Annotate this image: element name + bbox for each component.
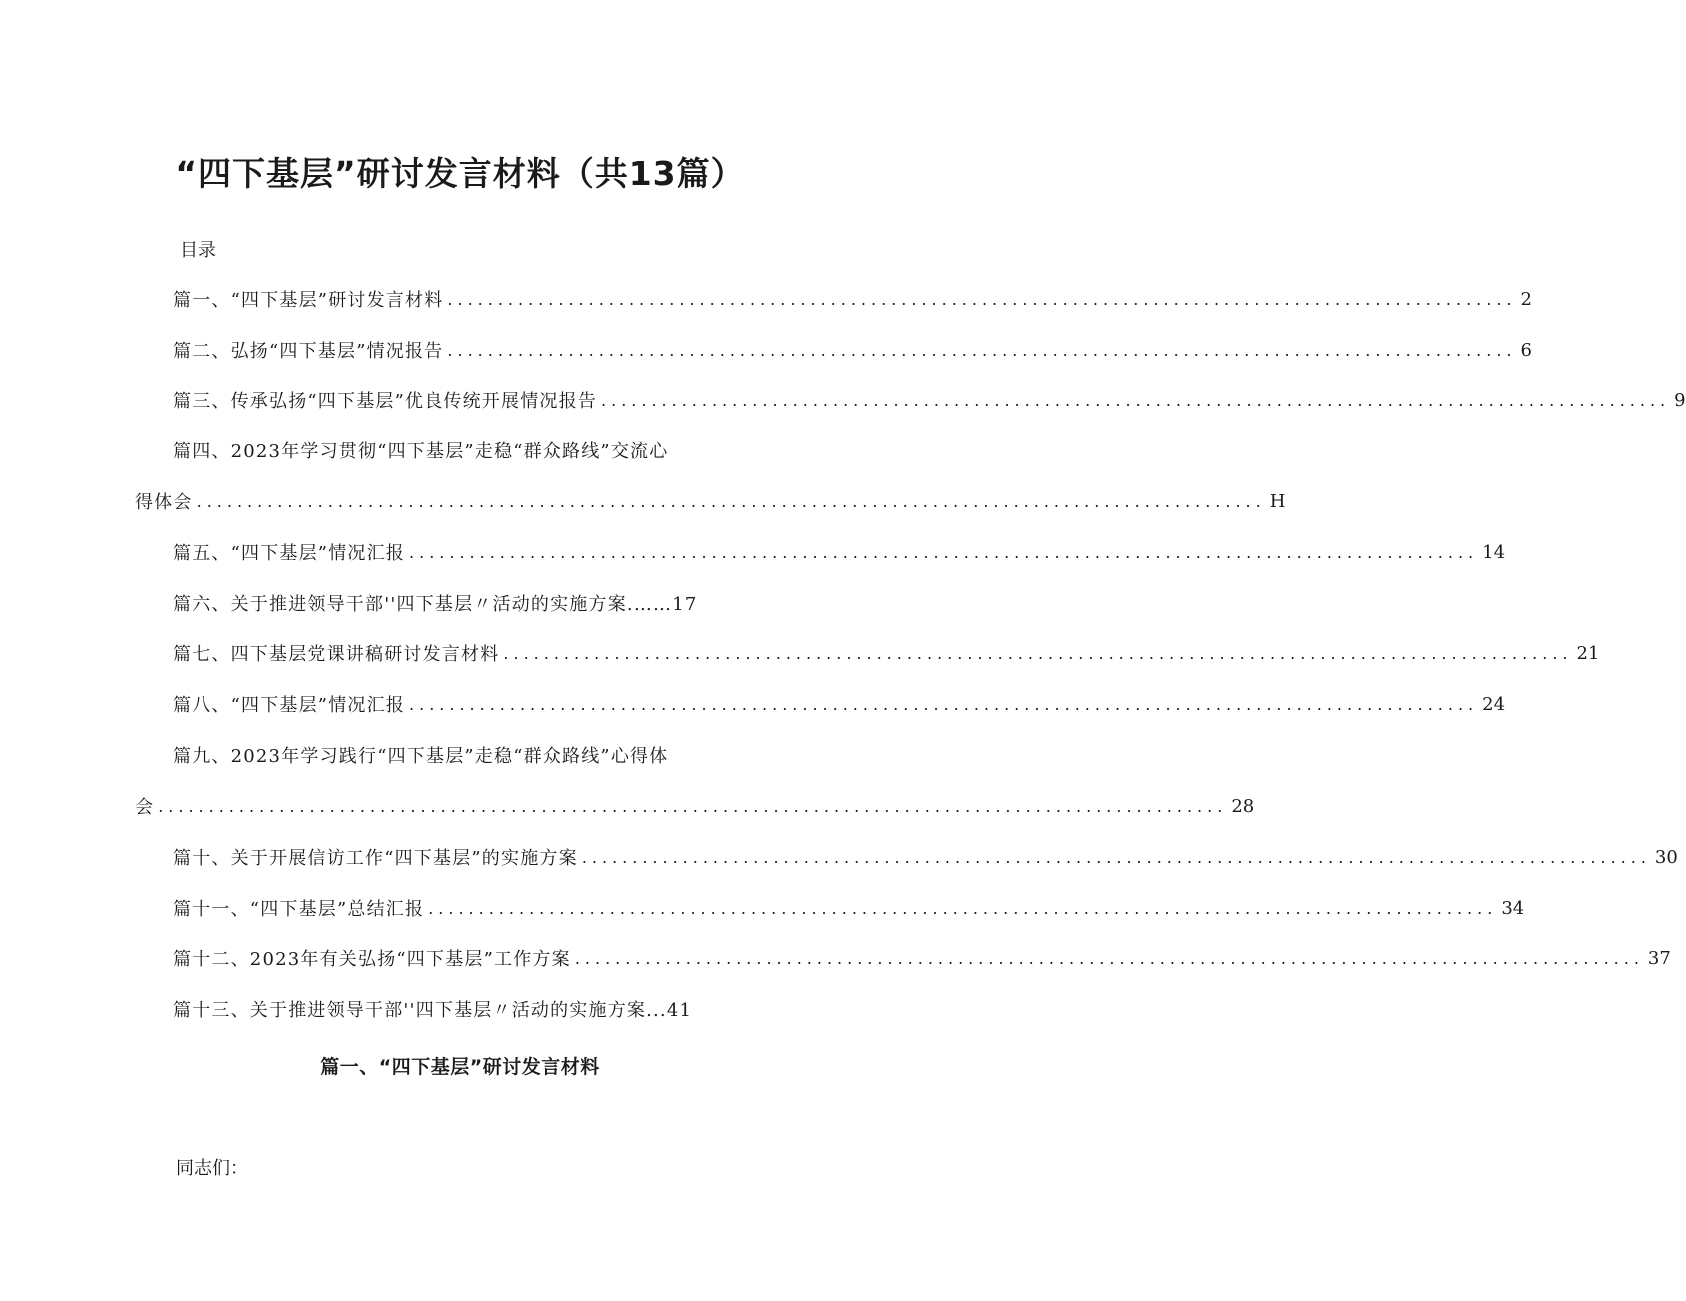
toc-entry-continuation[interactable] [135,793,1255,819]
toc-entry-page: 2 [1520,288,1532,310]
toc-entry[interactable] [173,945,1671,971]
toc-entry-title: 篇四、2023年学习贯彻“四下基层”走稳“群众路线”交流心 [173,441,669,462]
toc-entry-title: 篇十一、“四下基层”总结汇报 [173,899,425,920]
toc-entry-title: 篇七、四下基层党课讲稿研讨发言材料 [173,644,500,665]
toc-entry-page: 37 [1647,947,1671,969]
toc-entry-page: 30 [1654,846,1678,868]
toc-leader-dots: .......................................................................................................... [409,694,1479,714]
toc-leader-dots: .......................................................................................................... [428,898,1498,918]
toc-entry[interactable] [173,387,1686,413]
toc-entry-continuation[interactable] [135,488,1286,514]
toc-label: 目录 [180,240,216,261]
toc-entry[interactable] [173,286,1532,312]
toc-entry[interactable] [173,539,1506,565]
toc-leader-dots: .......................................................................................................... [503,643,1573,663]
toc-entry-page: 14 [1482,541,1506,563]
toc-entry-title: 篇八、“四下基层”情况汇报 [173,695,406,716]
toc-leader-dots: .......................................................................................................... [447,289,1517,309]
toc-entry-page: 24 [1482,693,1506,715]
toc-entry-title: 篇十二、2023年有关弘扬“四下基层”工作方案 [173,949,571,970]
toc-entry[interactable] [173,590,698,616]
toc-entry[interactable] [173,640,1600,666]
toc-entry[interactable] [173,691,1506,717]
toc-entry-page: 34 [1501,897,1525,919]
document-title: “四下基层”研讨发言材料（共13篇） [175,154,745,193]
toc-entry[interactable] [173,742,668,768]
toc-entry-title: 篇十、关于开展信访工作“四下基层”的实施方案 [173,848,578,869]
toc-entry-title: 篇三、传承弘扬“四下基层”优良传统开展情况报告 [173,391,598,412]
toc-entry-page: 9 [1674,389,1686,411]
section-heading: 篇一、“四下基层”研讨发言材料 [320,1056,600,1078]
toc-entry-title-cont: 得体会 [135,492,193,513]
toc-entry-page: H [1269,490,1286,512]
toc-leader-dots: .......................................................................................................... [158,796,1228,816]
toc-leader-dots: .......................................................................................................... [581,847,1651,867]
toc-entry-title: 篇十三、关于推进领导干部''四下基层〃活动的实施方案...41 [173,1000,693,1021]
toc-entry-page: 6 [1520,339,1532,361]
toc-entry[interactable] [173,895,1525,921]
toc-leader-dots: .......................................................................................................... [196,491,1266,511]
toc-entry-title: 篇九、2023年学习践行“四下基层”走稳“群众路线”心得体 [173,746,669,767]
toc-entry[interactable] [173,437,668,463]
toc-entry-title: 篇六、关于推进领导干部''四下基层〃活动的实施方案.……17 [173,594,698,615]
toc-entry[interactable] [173,337,1532,363]
toc-entry[interactable] [173,844,1678,870]
toc-entry-title: 篇二、弘扬“四下基层”情况报告 [173,341,444,362]
toc-leader-dots: .......................................................................................................... [574,948,1644,968]
toc-leader-dots: .......................................................................................................... [601,390,1671,410]
toc-entry-title: 篇一、“四下基层”研讨发言材料 [173,290,444,311]
toc-entry-title: 篇五、“四下基层”情况汇报 [173,543,406,564]
toc-leader-dots: .......................................................................................................... [409,542,1479,562]
toc-entry[interactable] [173,996,692,1022]
toc-entry-title-cont: 会 [135,797,155,818]
toc-entry-page: 28 [1231,795,1255,817]
salutation: 同志们： [176,1158,248,1179]
toc-entry-page: 21 [1576,642,1600,664]
toc-leader-dots: .......................................................................................................... [447,340,1517,360]
